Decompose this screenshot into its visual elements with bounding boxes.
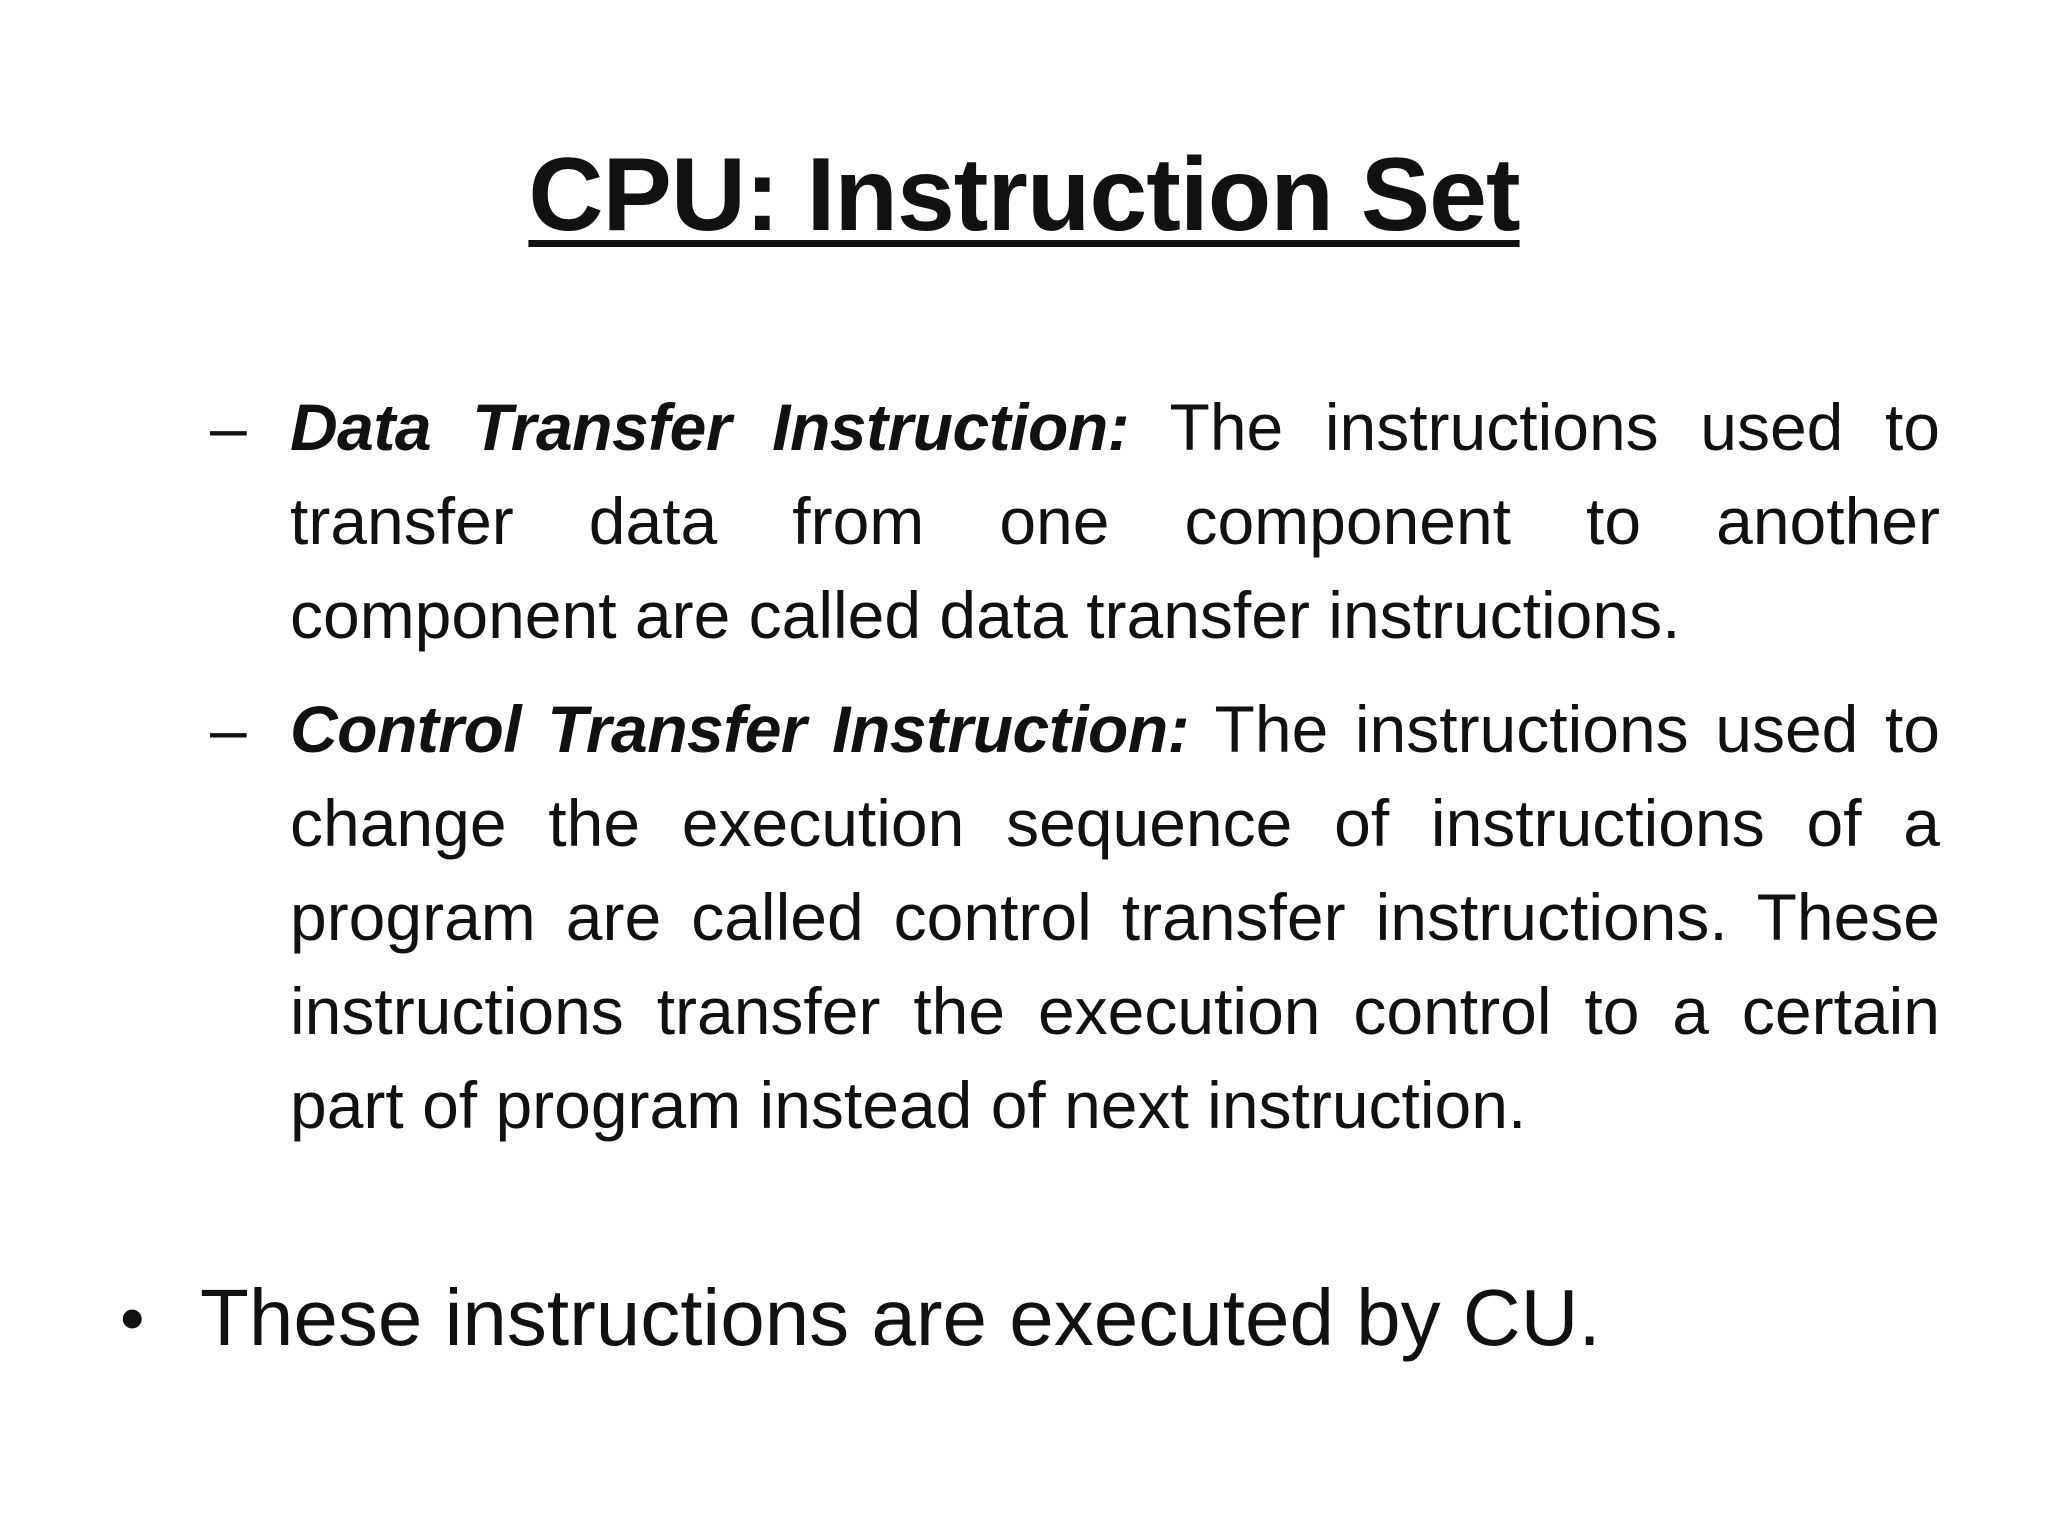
definition-control-transfer: The instructions used to change the execution sequence of instructions of a program are called control transfer instructions. These instructions transfer the execution control to a certain part of program instead of next instruction. [290,692,1940,1142]
dash-marker: – [210,692,247,766]
term-data-transfer: Data Transfer Instruction: [290,390,1130,464]
main-bullet-text: These instructions are executed by CU. [200,1273,1601,1362]
sub-bullet-body [290,380,1940,662]
definition-data-transfer: The instructions used to transfer data from one component to another component are called data transfer instructions. [290,390,1940,652]
bullet-marker: • [120,1279,145,1357]
dash-marker: – [210,390,247,464]
term-control-transfer: Control Transfer Instruction: [290,692,1190,766]
sub-bullet-body [290,682,1940,1152]
slide-title: CPU: Instruction Set [528,137,1520,253]
